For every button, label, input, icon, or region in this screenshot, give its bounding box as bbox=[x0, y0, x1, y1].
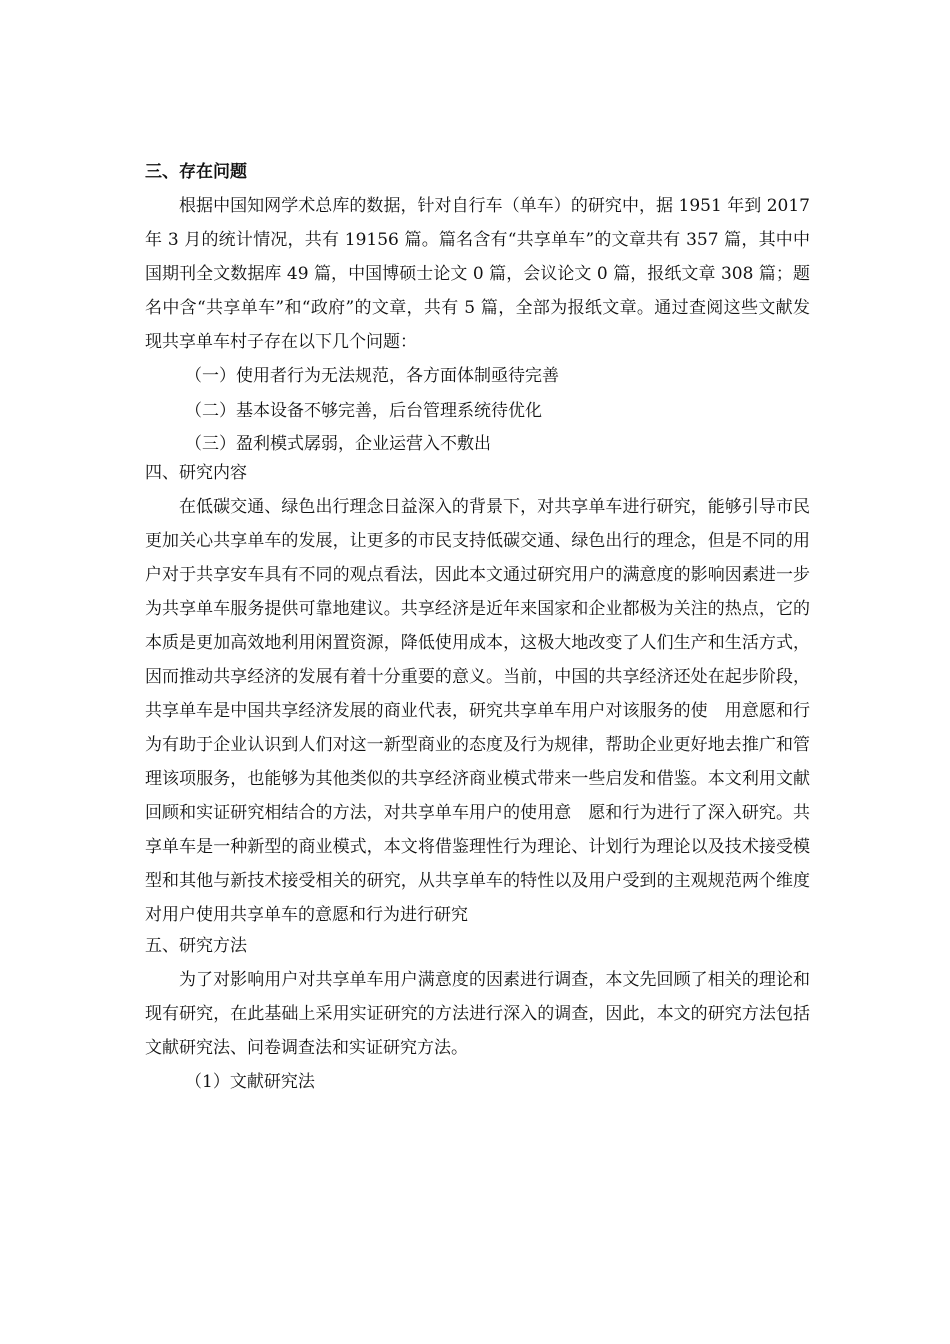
list-item-problem-2: （二）基本设备不够完善，后台管理系统待优化 bbox=[185, 401, 542, 421]
section-heading-problems: 三、存在问题 bbox=[145, 162, 247, 182]
document-body bbox=[145, 158, 810, 1100]
paragraph-problems: 根据中国知网学术总库的数据，针对自行车（单车）的研究中，据 1951 年到 2017 年 3 月的统计情况，共有 19156 篇。篇名含有“共享单车”的文章共有 357 篇，其中中国期刊全文数据库 49 篇，中国博硕士论文 0 篇，会议论文 0 篇，报纸文章 308 篇；题名中含“共享单车”和“政府”的文章，共有 5 篇，全部为报纸文章。通过查阅这些文献发现共享单车村子存在以下几个问题： bbox=[145, 196, 810, 352]
list-item-method-1: （1）文献研究法 bbox=[185, 1072, 315, 1092]
section-heading-content: 四、研究内容 bbox=[145, 463, 247, 483]
paragraph-content: 在低碳交通、绿色出行理念日益深入的背景下，对共享单车进行研究，能够引导市民更加关心共享单车的发展，让更多的市民支持低碳交通、绿色出行的理念，但是不同的用户对于共享安车具有不同的观点看法，因此本文通过研究用户的满意度的影响因素进一步为共享单车服务提供可靠地建议。共享经济是近年来国家和企业都极为关注的热点，它的本质是更加高效地利用闲置资源，降低使用成本，这极大地改变了人们生产和生活方式，因而推动共享经济的发展有着十分重要的意义。当前，中国的共享经济还处在起步阶段，共享单车是中国共享经济发展的商业代表，研究共享单车用户对该服务的使 用意愿和行为有助于企业认识到人们对这一新型商业的态度及行为规律，帮助企业更好地去推广和管理该项服务，也能够为其他类似的共享经济商业模式带来一些启发和借鉴。本文利用文献回顾和实证研究相结合的方法，对共享单车用户的使用意 愿和行为进行了深入研究。共享单车是一种新型的商业模式，本文将借鉴理性行为理论、计划行为理论以及技术接受模型和其他与新技术接受相关的研究，从共享单车的特性以及用户受到的主观规范两个维度对用户使用共享单车的意愿和行为进行研究 bbox=[145, 497, 810, 925]
list-item-problem-3: （三）盈利模式孱弱，企业运营入不敷出 bbox=[185, 434, 491, 454]
list-item-problem-1: （一）使用者行为无法规范，各方面体制亟待完善 bbox=[185, 366, 559, 386]
paragraph-methods: 为了对影响用户对共享单车用户满意度的因素进行调查，本文先回顾了相关的理论和现有研究，在此基础上采用实证研究的方法进行深入的调查，因此，本文的研究方法包括文献研究法、问卷调查法和实证研究方法。 bbox=[145, 970, 810, 1058]
section-heading-methods: 五、研究方法 bbox=[145, 936, 247, 956]
